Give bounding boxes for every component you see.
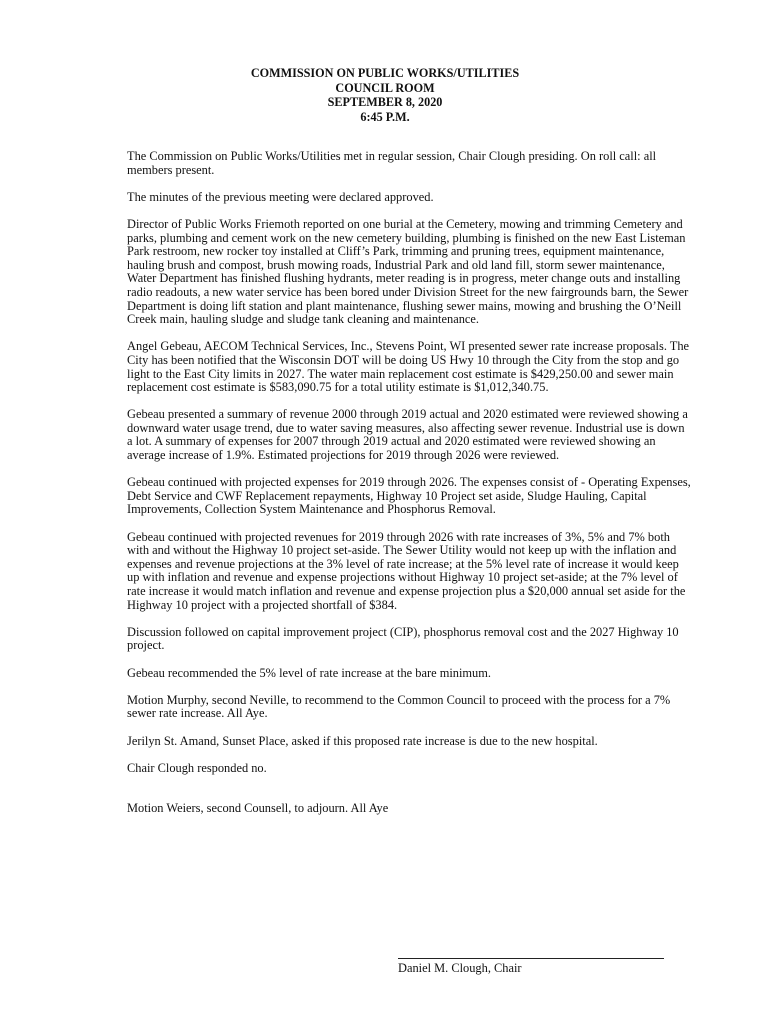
paragraph-discussion: Discussion followed on capital improvement project (CIP), phosphorus removal cost and the 2027 Highway 10 project.	[127, 624, 679, 653]
paragraph-roll-call: The Commission on Public Works/Utilities met in regular session, Chair Clough presiding. On roll call: all members present.	[127, 149, 657, 177]
paragraph-projected-revenues: Gebeau continued with projected revenues for 2019 through 2026 with rate increases of 3%, 5% and 7% both with and without the Highway 10 project set-aside. The Sewer Utility would not keep up with the inflation and expenses and revenue projections at the 3% level of rate increase; at the 5% level rate of increase it would keep up with inflation and revenue and expense projections without Highway 10 project set-aside; at the 7% level of rate increase it would match inflation and revenue and expense projection plus a $20,000 annual set aside for the Highway 10 project with a projected shortfall of $384.	[127, 529, 686, 612]
paragraph-motion-rate: Motion Murphy, second Neville, to recommend to the Common Council to proceed with the process for a 7% sewer rate increase. All Aye.	[127, 692, 671, 721]
paragraph-chair-response: Chair Clough responded no.	[127, 760, 267, 775]
paragraph-projected-expenses: Gebeau continued with projected expenses for 2019 through 2026. The expenses consist of - Operating Expenses, Debt Service and CWF Replacement repayments, Highway 10 Project set aside, Sludge Hauling, Capital Improvements, Collection System Maintenance and Phosphorus Removal.	[127, 475, 691, 517]
paragraph-rate-proposal: Angel Gebeau, AECOM Technical Services, Inc., Stevens Point, WI presented sewer rate increase proposals. The City has been notified that the Wisconsin DOT will be doing US Hwy 10 through the City from the stop and go light to the East City limits in 2027. The water main replacement cost estimate is $429,250.00 and sewer main replacement cost estimate is $583,090.75 for a total utility estimate is $1,012,340.75.	[127, 339, 690, 395]
document-header	[0, 66, 770, 124]
signature-block	[398, 958, 664, 975]
signature-name: Daniel M. Clough, Chair	[398, 961, 522, 975]
paragraph-adjourn: Motion Weiers, second Counsell, to adjourn. All Aye	[127, 801, 389, 816]
minutes-body	[127, 150, 693, 830]
header-date: SEPTEMBER 8, 2020	[327, 95, 443, 109]
paragraph-recommendation: Gebeau recommended the 5% level of rate increase at the bare minimum.	[127, 665, 491, 680]
header-time: 6:45 P.M.	[360, 109, 410, 124]
paragraph-revenue-summary: Gebeau presented a summary of revenue 2000 through 2019 actual and 2020 estimated were reviewed showing a downward water usage trend, due to water saving measures, also affecting sewer revenue. Industrial use is down a lot. A summary of expenses for 2007 through 2019 actual and 2020 estimated were reviewed showing an average increase of 1.9%. Estimated projections for 2019 through 2026 were reviewed.	[127, 407, 688, 463]
paragraph-director-report: Director of Public Works Friemoth reported on one burial at the Cemetery, mowing and trimming Cemetery and parks, plumbing and cement work on the new cemetery building, plumbing is finished on the new East Listeman Park restroom, new rocker toy installed at Cliff’s Park, trimming and pruning trees, equipment maintenance, hauling brush and compost, brush mowing roads, Industrial Park and old land fill, storm sewer maintenance, Water Department has finished flushing hydrants, meter reading is in progress, meter change outs and installing radio readouts, a new water service has been bored under Division Street for the new fairgrounds barn, the Sewer Department is doing lift station and plant maintenance, flushing sewer mains, mowing and brushing the O’Neill Creek main, hauling sludge and sludge tank cleaning and maintenance.	[127, 216, 689, 327]
header-location: COUNCIL ROOM	[335, 80, 435, 95]
header-title: COMMISSION ON PUBLIC WORKS/UTILITIES	[250, 66, 520, 80]
paragraph-public-question: Jerilyn St. Amand, Sunset Place, asked if this proposed rate increase is due to the new hospital.	[127, 733, 598, 748]
paragraph-minutes-approved: The minutes of the previous meeting were declared approved.	[127, 189, 434, 204]
